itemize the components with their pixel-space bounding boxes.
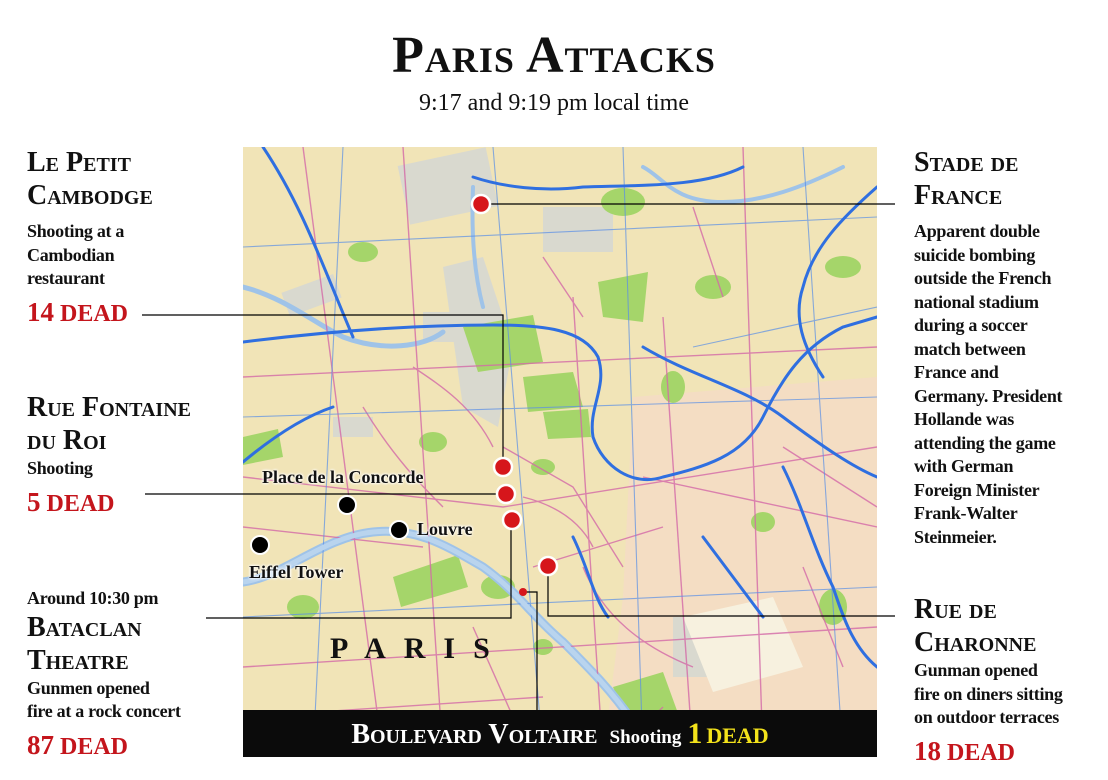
site-desc-line3: on outdoor terraces [914, 707, 1059, 727]
site-desc-line: Frank-Walter [914, 503, 1018, 523]
city-label: PARIS [330, 632, 508, 665]
death-count: 1 [687, 717, 703, 750]
site-boulevard-voltaire [243, 710, 877, 757]
site-desc: Shooting [609, 727, 682, 748]
site-desc-line2: fire on diners sitting [914, 683, 1063, 704]
page-title: Paris Attacks [392, 27, 716, 84]
site-petit-cambodge [27, 146, 237, 329]
site-name-line1: Stade de [914, 147, 1019, 178]
site-name-line1: Bataclan [27, 611, 142, 643]
site-desc-line: during a soccer [914, 315, 1028, 335]
site-desc-line1: Shooting at a [27, 221, 125, 241]
site-name-line2: Cambodge [27, 180, 153, 211]
site-stade-de-france [914, 146, 1104, 549]
site-fontaine-du-roi [27, 391, 237, 519]
page-subtitle: 9:17 and 9:19 pm local time [419, 90, 689, 116]
death-word: DEAD [46, 490, 115, 517]
landmark-label-eiffel: Eiffel Tower [249, 562, 344, 582]
death-count: 5 [27, 486, 41, 517]
site-desc-line: national stadium [914, 291, 1039, 312]
site-desc-line: Foreign Minister [914, 479, 1040, 500]
death-count: 18 [914, 735, 941, 766]
site-rue-de-charonne [914, 593, 1104, 768]
site-desc-line: Apparent double [914, 221, 1040, 241]
site-desc-line: Germany. President [914, 385, 1063, 406]
site-desc-line1: Gunmen opened [27, 677, 150, 698]
site-desc-line: Hollande was [914, 409, 1014, 429]
death-toll [27, 730, 237, 762]
death-count: 14 [27, 296, 54, 327]
death-word: DEAD [947, 739, 1016, 766]
site-name-line1: Rue Fontaine [27, 392, 191, 423]
site-name: Boulevard Voltaire [351, 719, 598, 750]
site-desc-line: match between [914, 338, 1026, 359]
landmark-label-concorde: Place de la Concorde [262, 467, 424, 487]
site-desc-line1: Gunman opened [914, 660, 1038, 680]
site-desc-line: Steinmeier. [914, 526, 997, 547]
death-word: DEAD [60, 733, 129, 760]
site-desc-line3: restaurant [27, 268, 105, 288]
site-desc-line2: fire at a rock concert [27, 701, 181, 721]
site-desc-line: suicide bombing [914, 244, 1036, 265]
death-word: DEAD [60, 300, 129, 327]
death-word: DEAD [706, 723, 769, 748]
death-toll [27, 297, 237, 329]
landmark-label-louvre: Louvre [417, 519, 473, 539]
site-name-line2: Theatre [27, 644, 129, 676]
site-desc-line: outside the French [914, 268, 1052, 288]
site-bataclan [27, 587, 237, 762]
death-toll [27, 487, 237, 519]
site-desc-line1: Shooting [27, 458, 93, 478]
site-desc-line2: Cambodian [27, 244, 115, 265]
site-time-note: Around 10:30 pm [27, 588, 159, 608]
site-desc-line: France and [914, 362, 999, 382]
site-name-line2: France [914, 180, 1003, 211]
death-count: 87 [27, 729, 54, 760]
site-desc-line: with German [914, 456, 1014, 476]
site-name-line2: Charonne [914, 627, 1037, 658]
site-name-line1: Rue de [914, 594, 997, 625]
death-toll [914, 736, 1104, 768]
site-name-line1: Le Petit [27, 147, 131, 178]
site-description [914, 220, 1104, 549]
site-name-line2: du Roi [27, 425, 107, 456]
site-desc-line: attending the game [914, 432, 1056, 453]
